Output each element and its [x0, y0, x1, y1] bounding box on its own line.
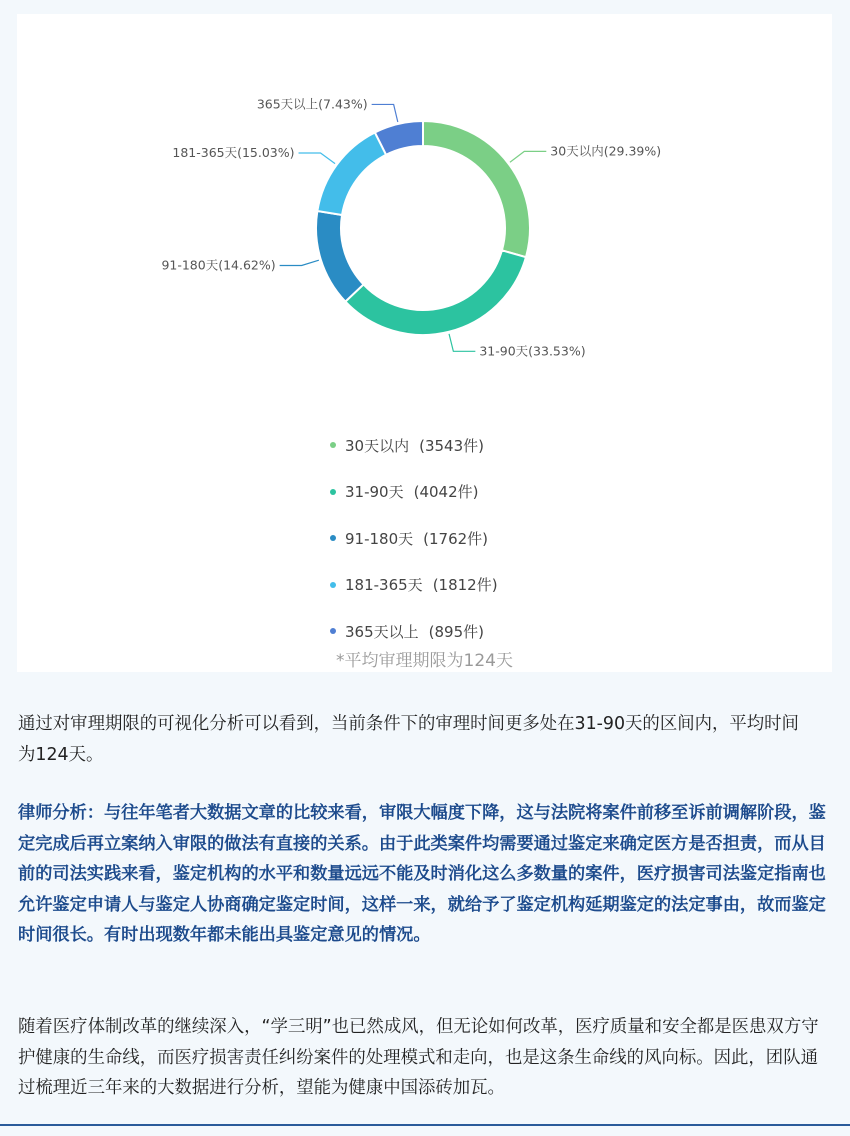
legend-label: 91-180天: [345, 529, 414, 548]
slice-leader-line: [280, 260, 319, 265]
summary-paragraph: 通过对审理期限的可视化分析可以看到，当前条件下的审理时间更多处在31-90天的区间内，平均时间为124天。: [18, 714, 799, 765]
legend-dot: [330, 582, 336, 588]
legend-count: (4042件): [413, 483, 479, 502]
slice-leader-line: [372, 104, 398, 122]
slice-leader-line: [510, 151, 546, 162]
legend-label: 181-365天: [345, 576, 423, 595]
legend-item[interactable]: [330, 422, 498, 469]
legend-count: (1762件): [423, 529, 489, 548]
legend-count: (895件): [428, 622, 484, 641]
legend-item[interactable]: [330, 469, 498, 516]
legend-dot: [330, 535, 336, 541]
legend-count: (3543件): [419, 436, 484, 455]
legend-label: 365天以上: [345, 622, 419, 641]
legend-dot: [330, 628, 336, 634]
chart-footnote: *平均审理期限为124天: [336, 651, 513, 671]
slice-percent-label: 365天以上(7.43%): [256, 96, 368, 112]
legend-label: 31-90天: [345, 483, 404, 502]
lawyer-analysis-paragraph: 律师分析：与往年笔者大数据文章的比较来看，审限大幅度下降，这与法院将案件前移至诉前调解阶段，鉴定完成后再立案纳入审限的做法有直接的关系。由于此类案件均需要通过鉴定来确定医方是否担责，而从目前的司法实践来看，鉴定机构的水平和数量远远不能及时消化这么多数量的案件，医疗损害司法鉴定指南也允许鉴定申请人与鉴定人协商确定鉴定时间，这样一来，就给予了鉴定机构延期鉴定的法定事由，故而鉴定时间很长。有时出现数年都未能出具鉴定意见的情况。: [18, 803, 826, 945]
slice-percent-label: 91-180天(14.62%): [161, 257, 276, 273]
legend-count: (1812件): [432, 576, 498, 595]
legend-dot: [330, 442, 336, 448]
chart-legend: [330, 422, 498, 655]
donut-slice[interactable]: [423, 121, 530, 257]
legend-label: 30天以内: [345, 436, 410, 455]
donut-slice[interactable]: [316, 211, 363, 302]
legend-item[interactable]: [330, 515, 498, 562]
conclusion-paragraph: 随着医疗体制改革的继续深入，“学三明”也已然成风，但无论如何改革，医疗质量和安全都是医患双方守护健康的生命线，而医疗损害责任纠纷案件的处理模式和走向，也是这条生命线的风向标。因此，团队通过梳理近三年来的大数据进行分析，望能为健康中国添砖加瓦。: [18, 1017, 819, 1098]
donut-slice[interactable]: [345, 250, 526, 335]
donut-chart: [17, 14, 832, 414]
slice-percent-label: 181-365天(15.03%): [172, 144, 295, 160]
slice-leader-line: [449, 334, 475, 351]
chart-panel: [17, 14, 832, 672]
bottom-divider: [0, 1124, 850, 1126]
slice-leader-line: [299, 153, 336, 164]
slice-percent-label: 30天以内(29.39%): [550, 143, 662, 159]
donut-slice[interactable]: [317, 132, 386, 215]
legend-item[interactable]: [330, 562, 498, 609]
slice-percent-label: 31-90天(33.53%): [479, 343, 586, 359]
legend-dot: [330, 489, 336, 495]
